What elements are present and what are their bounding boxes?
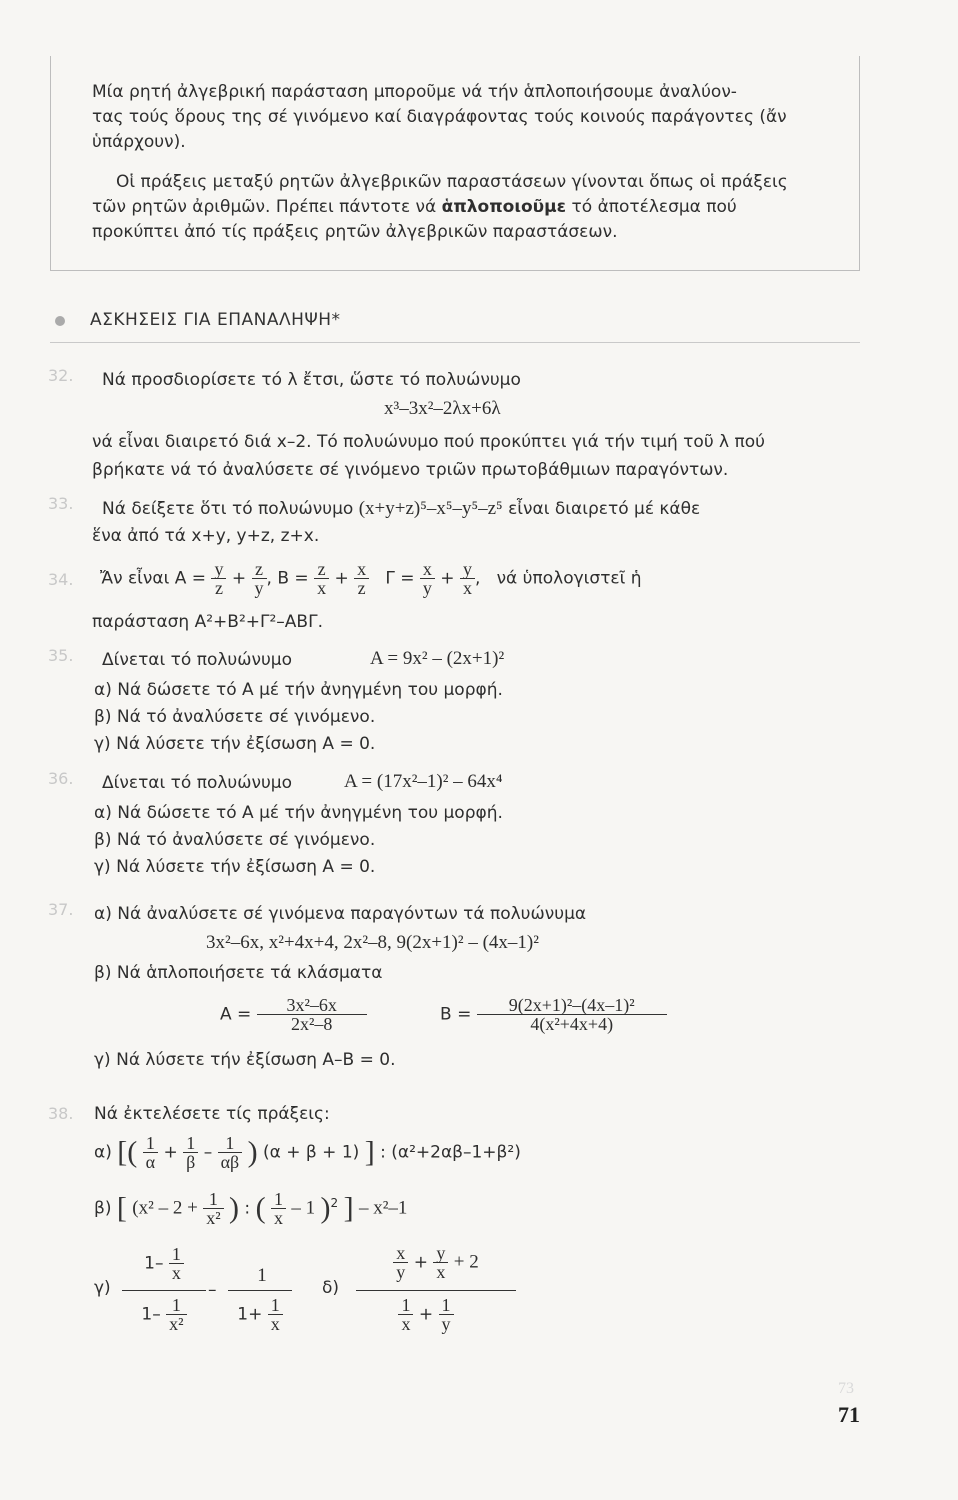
exercise-37-part-c: γ) Νά λύσετε τήν ἐξίσωση Α–Β = 0. [94, 1050, 396, 1070]
section-heading: ΑΣΚΗΣΕΙΣ ΓΙΑ ΕΠΑΝΑΛΗΨΗ* [90, 310, 341, 330]
plus-sign: + [413, 1252, 428, 1273]
exercise-38-line-1: Νά ἐκτελέσετε τίς πράξεις: [94, 1104, 330, 1124]
intro-line [92, 195, 862, 220]
minus-sign: – [203, 1142, 213, 1163]
expression: (α + β + 1) [263, 1142, 360, 1163]
exercise-text: Γ = [385, 568, 415, 589]
exercise-number: 33. [48, 494, 74, 513]
fraction-bar [356, 1290, 516, 1291]
denominator: 2x²–8 [290, 1014, 333, 1034]
fraction [203, 1190, 223, 1227]
exercise-number: 36. [48, 769, 74, 788]
fraction [398, 1296, 413, 1333]
denominator: y [396, 1262, 406, 1282]
exercise-38-part-b [94, 1190, 407, 1227]
expression: 1– [141, 1304, 161, 1325]
exercise-35-part-c: γ) Νά λύσετε τήν ἐξίσωση Α = 0. [94, 734, 376, 754]
numerator: 1 [268, 1296, 283, 1315]
numerator: 1 [218, 1134, 243, 1153]
exercise-text: νά ὑπολογιστεῖ ἡ [496, 568, 642, 589]
exercise-38-part-c-second-numerator: 1 [257, 1265, 267, 1286]
numerator: 1 [439, 1296, 454, 1315]
fraction [393, 1244, 408, 1281]
denominator: 4(x²+4x+4) [530, 1014, 614, 1034]
fraction [257, 996, 367, 1033]
exercise-38-part-c-label: γ) [94, 1278, 111, 1298]
exercise-number: 37. [48, 900, 74, 919]
bullet-icon [55, 316, 65, 326]
expression: + 2 [453, 1251, 479, 1273]
exercise-33-line-2: ἕνα ἀπό τά x+y, y+z, z+x. [92, 526, 320, 546]
denominator: y [254, 578, 264, 598]
exercise-32-line-1: Νά προσδιορίσετε τό λ ἔτσι, ὥστε τό πολυώνυμο [102, 370, 521, 390]
page-number: 71 [838, 1402, 860, 1427]
exercise-36-part-a: α) Νά δώσετε τό Α μέ τήν ἀνηγμένη του μορφή. [94, 803, 503, 823]
exercise-35-line-1: Δίνεται τό πολυώνυμο [102, 650, 293, 670]
numerator: 1 [398, 1296, 413, 1315]
fraction [439, 1296, 454, 1333]
left-bracket: [ [116, 1191, 127, 1225]
fraction [420, 560, 435, 597]
comma: , [266, 568, 272, 589]
exercise-37-polynomials: 3x²–6x, x²+4x+4, 2x²–8, 9(2x+1)² – (4x–1)² [206, 932, 539, 953]
plus-sign: + [163, 1142, 178, 1163]
denominator: x [171, 1263, 181, 1283]
numerator: 1 [183, 1134, 198, 1153]
exercise-37-part-b: β) Νά ἁπλοποιήσετε τά κλάσματα [94, 963, 383, 983]
fraction [354, 560, 369, 597]
numerator: 1 [203, 1190, 223, 1209]
exercise-number: 32. [48, 366, 74, 385]
plus-sign: + [334, 568, 349, 589]
intro-line: τας τούς ὅρους της σέ γινόμενο καί διαγράφοντας τούς κοινούς παράγοντες (ἄν [92, 107, 787, 127]
exercise-32-polynomial: x³–3x²–2λx+6λ [384, 398, 501, 419]
expression: 1+ [237, 1304, 263, 1325]
denominator: α [145, 1152, 156, 1172]
exponent: 2 [330, 1195, 339, 1210]
exercise-38-part-c-numerator [122, 1245, 206, 1282]
denominator: x [401, 1314, 411, 1334]
denominator: αβ [220, 1152, 240, 1172]
exercise-37-fraction-B [440, 996, 667, 1033]
denominator: x [317, 578, 327, 598]
denominator: x [273, 1208, 283, 1228]
right-paren: ) [320, 1191, 331, 1225]
exercise-32-line-3: βρήκατε νά τό ἀναλύσετε σέ γινόμενο τριῶν πρωτοβάθμιων παραγόντων. [92, 460, 729, 480]
denominator: β [186, 1152, 196, 1172]
exercise-38-part-d-denominator [356, 1296, 496, 1333]
exercise-text: Β = [440, 1004, 472, 1025]
numerator: z [252, 560, 267, 579]
part-label: β) [94, 1198, 112, 1219]
fraction [268, 1296, 283, 1333]
intro-line: Οἱ πράξεις μεταξύ ρητῶν ἀλγεβρικῶν παραστάσεων γίνονται ὅπως οἱ πράξεις [116, 172, 788, 192]
denominator: z [214, 578, 223, 598]
expression: – x²–1 [358, 1197, 408, 1219]
denominator: z [357, 578, 366, 598]
expression: – 1 [291, 1197, 316, 1219]
exercise-text: Νά δείξετε ὅτι τό πολυώνυμο [102, 499, 359, 519]
exercise-text: Α = [220, 1004, 252, 1025]
intro-line: προκύπτει ἀπό τίς πράξεις ρητῶν ἀλγεβρικῶν παραστάσεων. [92, 222, 618, 242]
exercise-35-part-b: β) Νά τό ἀναλύσετε σέ γινόμενο. [94, 707, 376, 727]
numerator: 1 [169, 1245, 184, 1264]
intro-text: τῶν ρητῶν ἀριθμῶν. Πρέπει πάντοτε νά [92, 197, 442, 217]
numerator: x [354, 560, 369, 579]
intro-line: ὑπάρχουν). [92, 132, 186, 152]
exercise-38-part-d-numerator [356, 1244, 516, 1281]
exercise-32-line-2: νά εἶναι διαιρετό διά x–2. Τό πολυώνυμο πού προκύπτει γιά τήν τιμή τοῦ λ πού [92, 432, 765, 452]
fraction [211, 560, 226, 597]
denominator: x² [206, 1208, 221, 1228]
denominator: x [436, 1262, 446, 1282]
expression: : (α²+2αβ–1+β²) [380, 1142, 521, 1163]
exercise-text: Β = [277, 568, 309, 589]
exercise-38-part-a [94, 1134, 521, 1171]
fraction [143, 1134, 158, 1171]
intro-paragraph-1 [92, 80, 862, 155]
fraction [314, 560, 329, 597]
fraction [433, 1244, 448, 1281]
exercise-37-fraction-A [220, 996, 367, 1033]
exercise-37-part-a: α) Νά ἀναλύσετε σέ γινόμενα παραγόντων τά πολυώνυμα [94, 904, 587, 924]
part-label: α) [94, 1142, 112, 1163]
expression: (x² – 2 + [132, 1197, 198, 1219]
exercise-number: 34. [48, 570, 74, 589]
exercise-35-polynomial: Α = 9x² – (2x+1)² [370, 648, 505, 669]
exercise-text: εἶναι διαιρετό μέ κάθε [502, 499, 701, 519]
left-bracket: [( [117, 1135, 138, 1169]
exercise-33-polynomial: (x+y+z)⁵–x⁵–y⁵–z⁵ [358, 498, 503, 519]
fraction [271, 1190, 286, 1227]
left-paren: ( [255, 1191, 266, 1225]
numerator: 1 [271, 1190, 286, 1209]
exercise-text: Ἄν εἶναι Α = [100, 568, 207, 589]
denominator: x [462, 578, 472, 598]
exercise-38-part-d-label: δ) [322, 1278, 340, 1298]
exercise-36-part-b: β) Νά τό ἀναλύσετε σέ γινόμενο. [94, 830, 376, 850]
numerator: 1 [166, 1296, 186, 1315]
exercise-36-line-1: Δίνεται τό πολυώνυμο [102, 773, 293, 793]
plus-sign: + [231, 568, 247, 589]
denominator: y [441, 1314, 451, 1334]
denominator: y [422, 578, 432, 598]
numerator: 1 [143, 1134, 158, 1153]
numerator: x [420, 560, 435, 579]
plus-sign: + [418, 1304, 434, 1325]
expression: 1– [144, 1253, 164, 1274]
fraction [169, 1245, 184, 1282]
fraction [477, 996, 667, 1033]
numerator: y [211, 560, 226, 579]
right-paren: ) [229, 1191, 240, 1225]
numerator: 9(2x+1)²–(4x–1)² [477, 996, 667, 1015]
exercise-34-line-2: παράσταση Α²+Β²+Γ²–ΑΒΓ. [92, 612, 323, 632]
exercise-number: 38. [48, 1104, 74, 1123]
exercise-38-part-c-second-denominator [228, 1296, 292, 1333]
denominator: x² [169, 1314, 184, 1334]
exercise-number: 35. [48, 646, 74, 665]
fraction-bar [228, 1290, 292, 1291]
exercise-38-part-c-denominator [122, 1296, 206, 1333]
numerator: z [314, 560, 329, 579]
fraction [460, 560, 475, 597]
show-through-number: 73 [838, 1380, 854, 1397]
numerator: y [460, 560, 475, 579]
fraction-bar [122, 1290, 206, 1291]
comma: , [474, 568, 481, 589]
right-paren: ) [247, 1135, 258, 1169]
fraction [166, 1296, 186, 1333]
right-bracket: ] [343, 1191, 354, 1225]
fraction [183, 1134, 198, 1171]
minus-sign: – [208, 1280, 217, 1300]
exercise-33-line-1 [102, 498, 700, 520]
divider [50, 342, 860, 343]
plus-sign: + [440, 568, 455, 589]
numerator: y [433, 1244, 448, 1263]
exercise-36-part-c: γ) Νά λύσετε τήν ἐξίσωση Α = 0. [94, 857, 376, 877]
numerator: 3x²–6x [257, 996, 367, 1015]
intro-paragraph-2 [92, 170, 862, 245]
fraction [252, 560, 267, 597]
exercise-35-part-a: α) Νά δώσετε τό Α μέ τήν ἀνηγμένη του μορφή. [94, 680, 503, 700]
intro-line: Μία ρητή ἀλγεβρική παράσταση μποροῦμε νά τήν ἁπλοποιήσουμε ἀναλύον- [92, 82, 737, 102]
intro-text: τό ἀποτέλεσμα πού [566, 197, 737, 217]
exercise-36-polynomial: Α = (17x²–1)² – 64x⁴ [344, 771, 503, 792]
denominator: x [270, 1314, 280, 1334]
colon: : [244, 1198, 251, 1219]
exercise-34-line-1 [100, 560, 642, 597]
intro-emphasis: ἁπλοποιοῦμε [441, 197, 567, 217]
right-bracket: ] [364, 1135, 375, 1169]
numerator: x [393, 1244, 408, 1263]
fraction [218, 1134, 243, 1171]
